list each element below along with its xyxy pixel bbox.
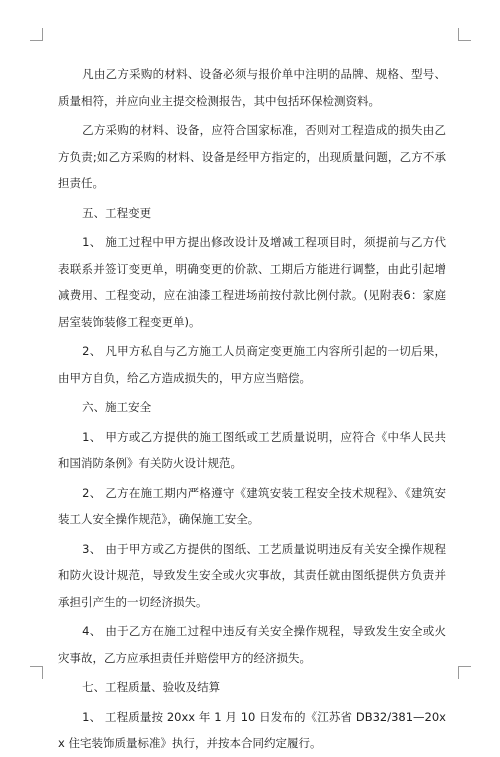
paragraph-materials-brand: 凡由乙方采购的材料、设备必须与报价单中注明的品牌、规格、型号、质量相符，并应向业主提交检测报告，其中包括环保检测资料。: [58, 67, 446, 108]
section-heading-quality: 七、工程质量、验收及结算: [82, 680, 221, 694]
paragraph-safety-4: 4、 由于乙方在施工过程中违反有关安全操作规程，导致发生安全或火灾事故，乙方应承担责任并赔偿甲方的经济损失。: [58, 624, 446, 665]
paragraph-safety-2: 2、 乙方在施工期内严格遵守《建筑安装工程安全技术规程》、《建筑安装工人安全操作规范》，确保施工安全。: [58, 485, 446, 526]
section-heading-change: 五、工程变更: [82, 205, 152, 220]
crop-mark-bottom-left: [30, 666, 43, 679]
crop-mark-bottom-right: [458, 666, 471, 679]
paragraph-change-2: 2、 凡甲方私自与乙方施工人员商定变更施工内容所引起的一切后果，由甲方自负，给乙方造成损失的，甲方应当赔偿。: [58, 344, 446, 385]
paragraph-safety-1: 1、 甲方或乙方提供的施工图纸或工艺质量说明，应符合《中华人民共和国消防条例》有关防火设计规范。: [58, 429, 446, 470]
document-body: [58, 61, 446, 757]
crop-mark-top-right: [458, 28, 471, 41]
paragraph-quality-1: 1、 工程质量按 20xx 年 1 月 10 日发布的《江苏省 DB32/381—20xx 住宅装饰质量标准》执行，并按本合同约定履行。: [58, 709, 446, 750]
section-heading-safety: 六、施工安全: [82, 400, 152, 414]
crop-mark-top-left: [30, 28, 43, 41]
paragraph-materials-standard: 乙方采购的材料、设备，应符合国家标准，否则对工程造成的损失由乙方负责;如乙方采购的材料、设备是经甲方指定的，出现质量问题，乙方不承担责任。: [58, 123, 446, 190]
paragraph-safety-3: 3、 由于甲方或乙方提供的图纸、工艺质量说明违反有关安全操作规程和防火设计规范，导致发生安全或火灾事故，其责任就由图纸提供方负责并承担引产生的一切经济损失。: [58, 541, 446, 609]
paragraph-change-1: 1、 施工过程中甲方提出修改设计及增减工程项目时，须提前与乙方代表联系并签订变更单，明确变更的价款、工期后方能进行调整，由此引起增减费用、工程变动，应在油漆工程进场前按付款比例付款。(见附表6：家庭居室装饰装修工程变更单)。: [58, 235, 446, 329]
